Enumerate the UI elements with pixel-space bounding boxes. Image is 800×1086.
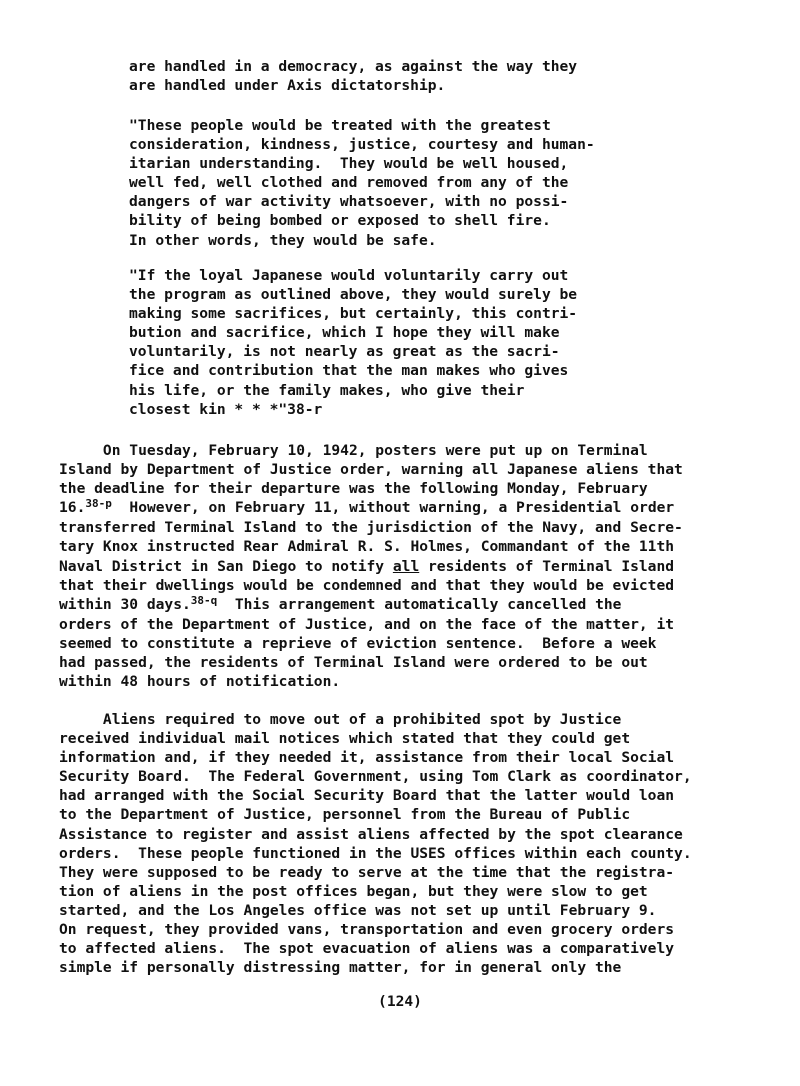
text-line: started, and the Los Angeles office was not set up until February 9.: [59, 901, 657, 919]
text-line: consideration, kindness, justice, courtesy and human-: [129, 136, 595, 154]
page-number: (124): [378, 993, 422, 1010]
text-line: [59, 595, 683, 615]
emphasized-word: all: [392, 557, 420, 575]
text-line: to affected aliens. The spot evacuation of aliens was a comparatively: [59, 940, 675, 958]
text-segment: However, on February 11, without warning, a Presidential order: [111, 499, 675, 517]
text-segment: within 30 days.: [59, 595, 191, 613]
text-line: are handled under Axis dictatorship.: [129, 77, 446, 95]
paragraph-aliens: [59, 710, 692, 977]
text-segment: This arrangement automatically cancelled the: [217, 595, 622, 613]
text-line: well fed, well clothed and removed from any of the: [129, 174, 569, 192]
text-line: Aliens required to move out of a prohibited spot by Justice: [59, 711, 622, 728]
text-line: his life, or the family makes, who give their: [129, 381, 525, 399]
text-segment: 16.: [59, 499, 86, 517]
text-line: [59, 557, 683, 576]
text-line: to the Department of Justice, personnel from the Bureau of Public: [59, 806, 631, 824]
text-line: had passed, the residents of Terminal Island were ordered to be out: [59, 654, 648, 672]
paragraph-terminal-island: [59, 441, 683, 691]
text-line: Island by Department of Justice order, warning all Japanese aliens that: [59, 461, 683, 479]
text-line: bution and sacrifice, which I hope they will make: [129, 324, 560, 342]
text-line: information and, if they needed it, assistance from their local Social: [59, 749, 675, 767]
text-line: simple if personally distressing matter, for in general only the: [59, 959, 622, 977]
text-line: transferred Terminal Island to the jurisdiction of the Navy, and Secre-: [59, 519, 683, 537]
text-line: [129, 400, 577, 419]
text-line: itarian understanding. They would be well housed,: [129, 155, 569, 173]
text-line: Assistance to register and assist aliens affected by the spot clearance: [59, 825, 683, 843]
text-line: In other words, they would be safe.: [129, 231, 437, 249]
text-line: received individual mail notices which stated that they could get: [59, 730, 631, 748]
footnote-marker: 38-q: [190, 593, 218, 607]
text-line: voluntarily, is not nearly as great as the sacri-: [129, 343, 560, 361]
text-line: "These people would be treated with the greatest: [129, 117, 551, 134]
text-line: [59, 498, 683, 518]
text-line: the program as outlined above, they would surely be: [129, 286, 578, 304]
text-line: orders of the Department of Justice, and on the face of the matter, it: [59, 615, 675, 633]
text-line: seemed to constitute a reprieve of eviction sentence. Before a week: [59, 634, 657, 652]
text-line: had arranged with the Social Security Board that the latter would loan: [59, 787, 675, 805]
footnote-marker: 38-p: [85, 497, 112, 511]
text-line: tary Knox instructed Rear Admiral R. S. Holmes, Commandant of the 11th: [59, 538, 675, 556]
quote-ending: closest kin * * *": [129, 400, 288, 418]
text-line: "If the loyal Japanese would voluntarily carry out: [129, 267, 569, 284]
text-line: They were supposed to be ready to serve at the time that the registra-: [59, 863, 675, 881]
text-line: orders. These people functioned in the USES offices within each county.: [59, 844, 692, 862]
text-line: the deadline for their departure was the following Monday, February: [59, 480, 648, 498]
quote-paragraph-1: [129, 116, 595, 250]
text-line: dangers of war activity whatsoever, with no possi-: [129, 193, 569, 211]
text-line: fice and contribution that the man makes who gives: [129, 362, 569, 380]
text-line: bility of being bombed or exposed to shell fire.: [129, 212, 551, 230]
text-segment: Naval District in San Diego to notify: [59, 557, 393, 575]
text-line: Security Board. The Federal Government, using Tom Clark as coordinator,: [59, 768, 692, 786]
quote-continuation: [129, 57, 577, 95]
text-line: within 48 hours of notification.: [59, 673, 341, 691]
text-line: tion of aliens in the post offices began, but they were slow to get: [59, 882, 648, 900]
text-line: On request, they provided vans, transportation and even grocery orders: [59, 921, 675, 939]
text-segment: residents of Terminal Island: [419, 557, 675, 575]
text-line: On Tuesday, February 10, 1942, posters were put up on Terminal: [59, 442, 648, 459]
quote-paragraph-2: [129, 266, 577, 419]
text-line: that their dwellings would be condemned and that they would be evicted: [59, 576, 675, 594]
text-line: making some sacrifices, but certainly, this contri-: [129, 305, 578, 323]
text-line: are handled in a democracy, as against the way they: [129, 58, 578, 75]
footnote-marker: 38-r: [287, 400, 323, 418]
